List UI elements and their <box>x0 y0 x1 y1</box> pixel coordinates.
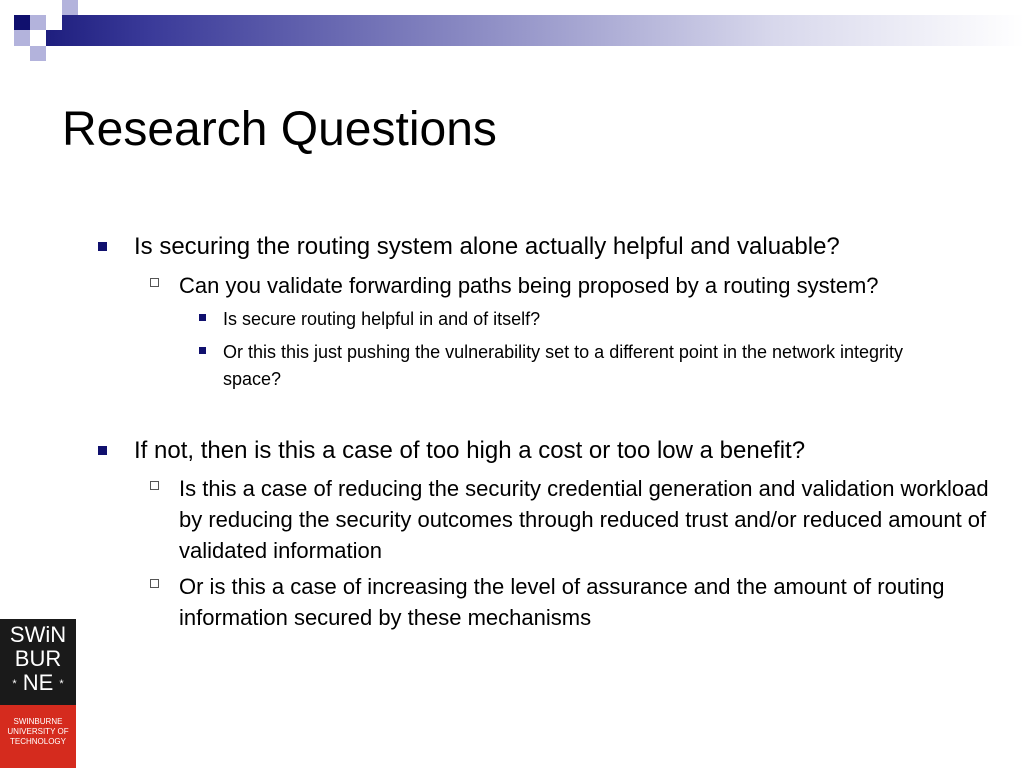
bullet-item <box>150 571 1000 633</box>
square-bullet-icon <box>199 314 206 321</box>
square-bullet-icon <box>98 242 107 251</box>
bullet-text: Or is this a case of increasing the level of assurance and the amount of routing information secured by these mechanisms <box>179 574 945 630</box>
hollow-square-bullet-icon <box>150 579 159 588</box>
star-icon: * <box>12 678 17 691</box>
square-bullet-icon <box>199 347 206 354</box>
bullet-text: Is securing the routing system alone actually helpful and valuable? <box>134 233 840 260</box>
university-logo <box>0 619 76 768</box>
logo-word-line <box>0 672 76 695</box>
bullet-text: Is secure routing helpful in and of itself? <box>223 309 541 329</box>
bullet-item <box>199 339 929 393</box>
star-icon: * <box>59 678 64 691</box>
logo-wordmark-block <box>0 619 76 705</box>
bullet-text: Can you validate forwarding paths being proposed by a routing system? <box>179 273 879 298</box>
bullet-text: Is this a case of reducing the security credential generation and validation workload by reducing the security outcomes through reduced trust and/or reduced amount of validated information <box>179 476 989 563</box>
bullet-item <box>98 232 998 261</box>
logo-caption-block <box>0 705 76 768</box>
square-bullet-icon <box>98 446 107 455</box>
logo-word-line: SWiN <box>9 622 67 647</box>
logo-word-text: NE <box>22 670 54 695</box>
bullet-text: Or this this just pushing the vulnerability set to a different point in the network integrity space? <box>223 342 904 389</box>
hollow-square-bullet-icon <box>150 481 159 490</box>
slide-title: Research Questions <box>62 103 497 156</box>
logo-caption-line: SWINBURNE <box>13 717 63 726</box>
bullet-item <box>150 473 1000 566</box>
hollow-square-bullet-icon <box>150 278 159 287</box>
bullet-item <box>199 306 979 333</box>
logo-caption-line: TECHNOLOGY <box>9 737 66 746</box>
bullet-text: If not, then is this a case of too high a cost or too low a benefit? <box>134 437 806 464</box>
bullet-item <box>98 436 998 465</box>
logo-word-line: BUR <box>14 646 62 671</box>
logo-caption-line: UNIVERSITY OF <box>7 727 69 736</box>
bullet-item <box>150 270 1020 301</box>
